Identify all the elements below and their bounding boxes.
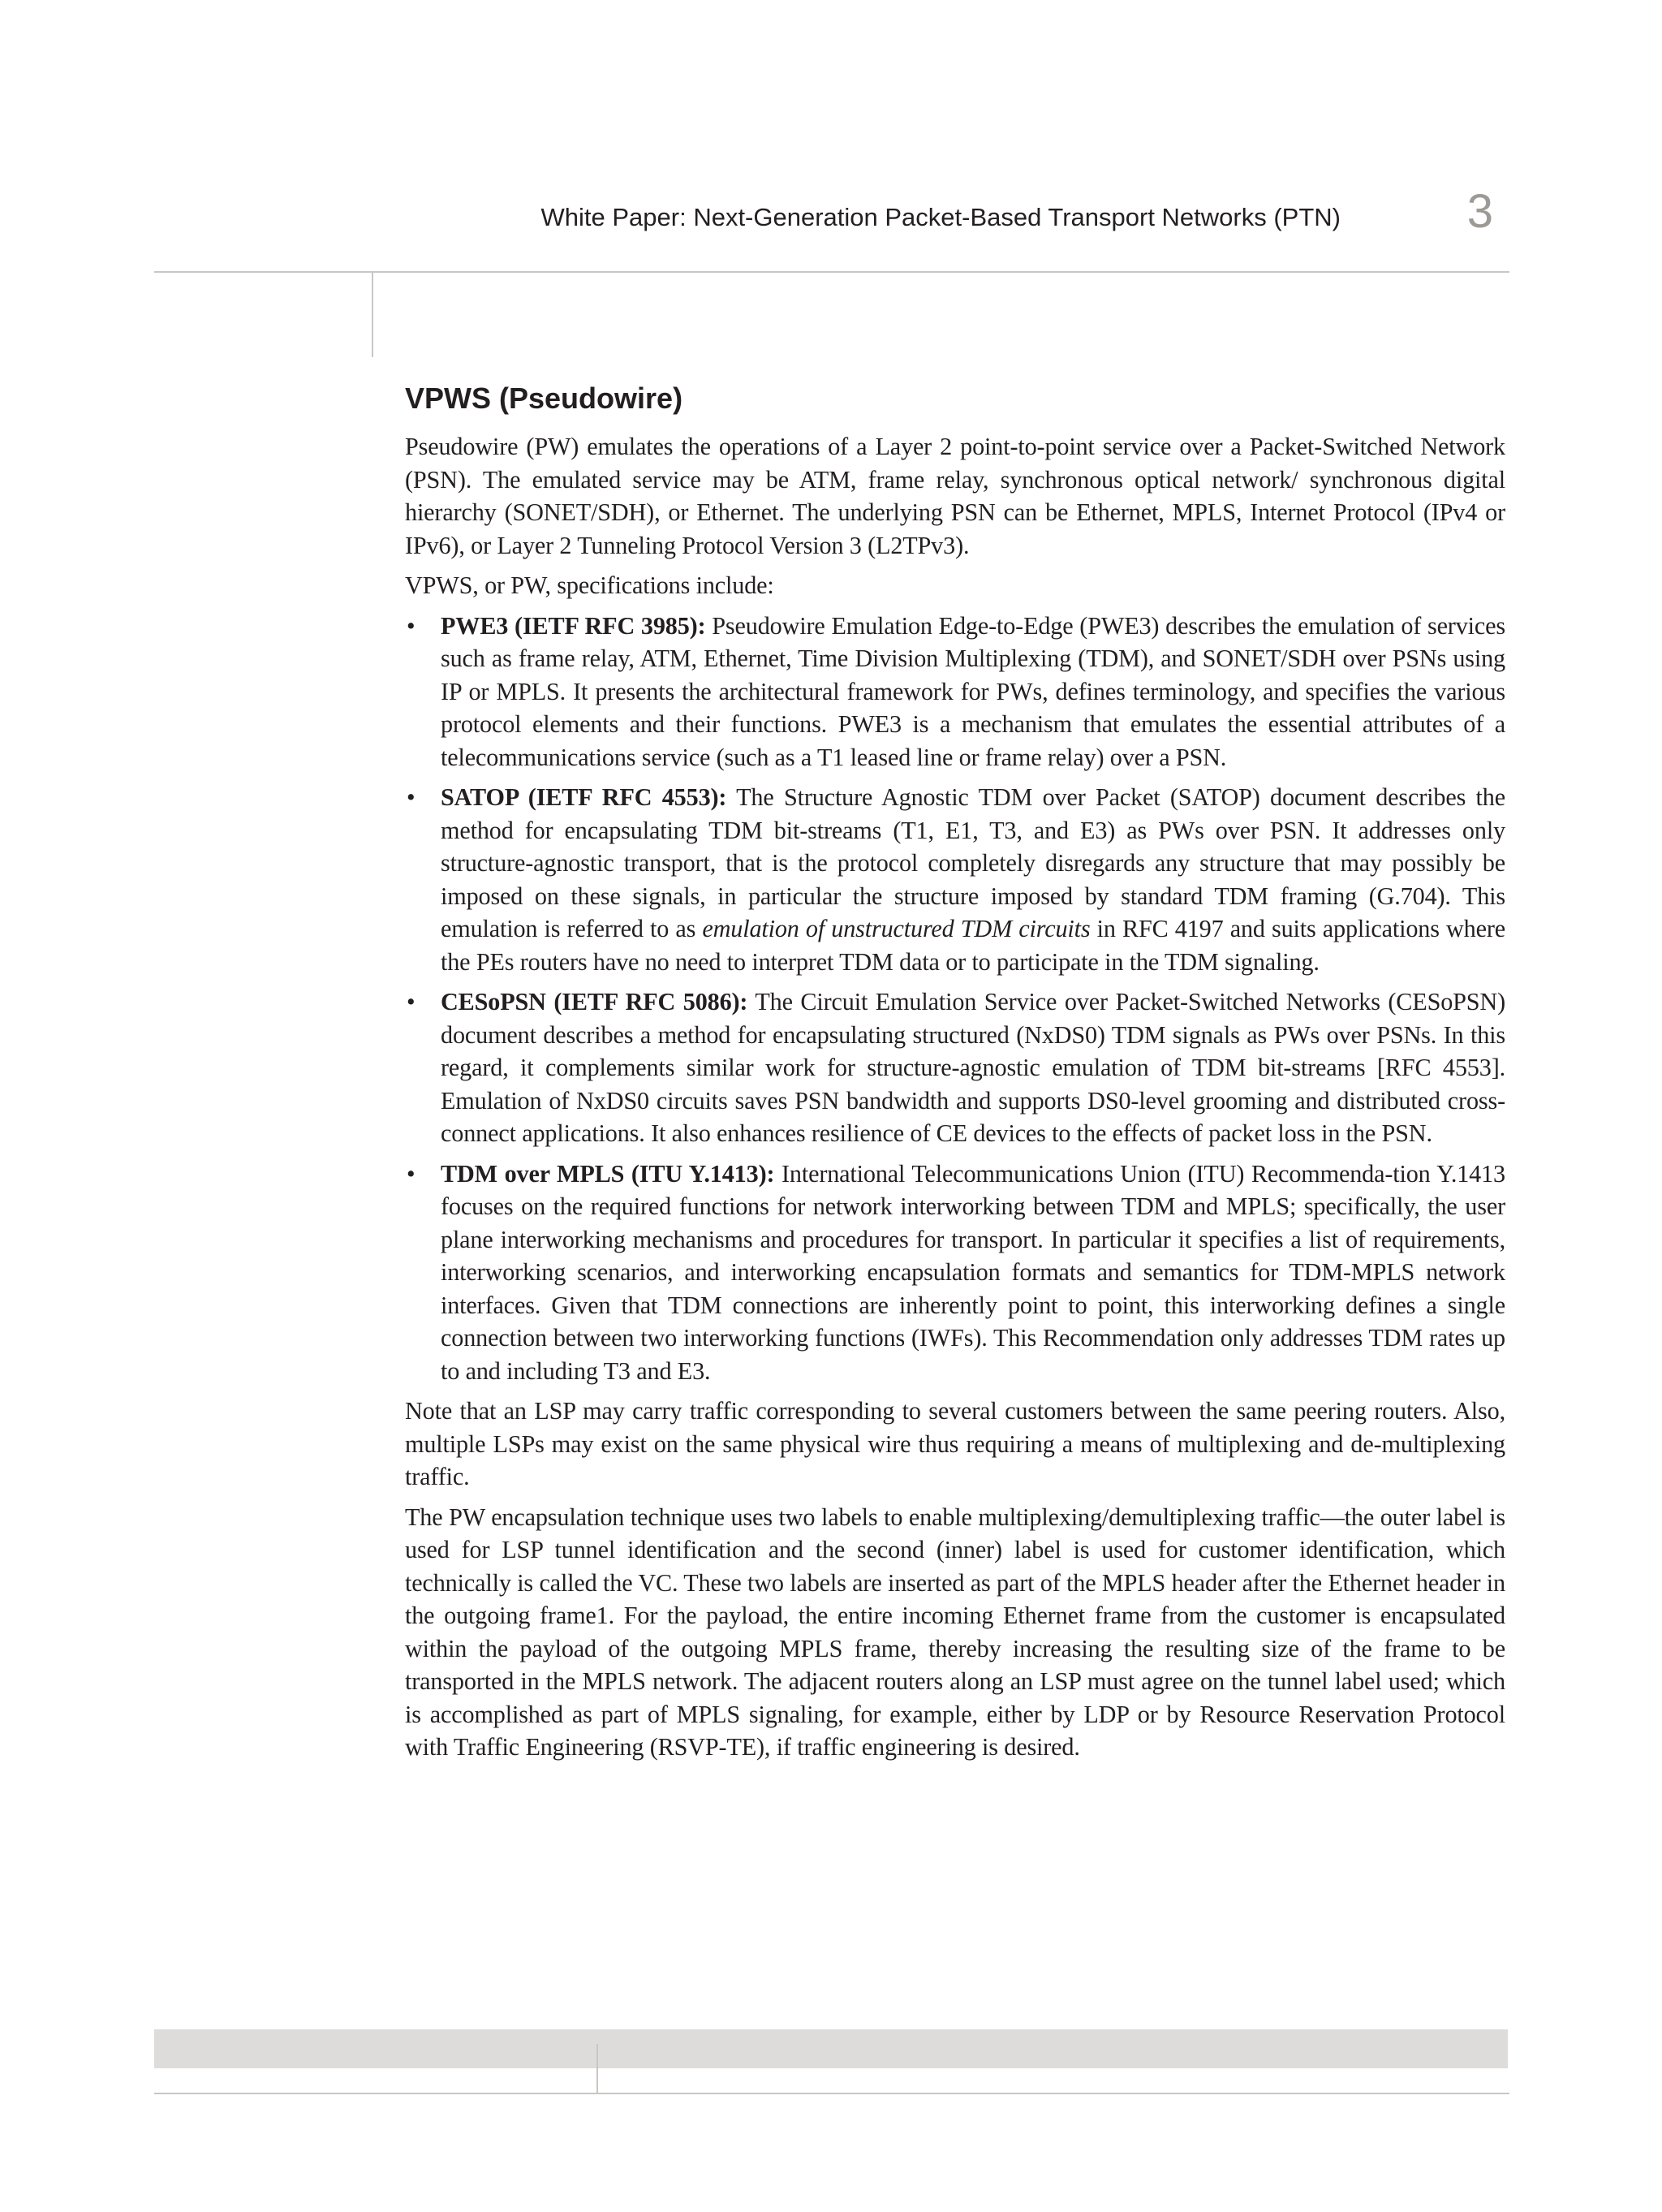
spec-term: PWE3 (IETF RFC 3985): bbox=[441, 611, 706, 640]
spec-term: CESoPSN (IETF RFC 5086): bbox=[441, 988, 748, 1015]
spec-term: SATOP (IETF RFC 4553): bbox=[441, 783, 727, 811]
spec-list bbox=[405, 610, 1505, 1388]
main-content bbox=[405, 382, 1505, 1771]
bullet-icon: • bbox=[407, 1159, 416, 1188]
footer-divider bbox=[154, 2093, 1509, 2094]
spec-term: TDM over MPLS (ITU Y.1413): bbox=[441, 1159, 775, 1188]
spec-text: Pseudowire Emulation Edge-to-Edge (PWE3) describes the emulation of services such as frame relay, ATM, Ethernet, Time Division Multiplexing (TDM), and SONET/SDH over PSNs using IP or MPLS. It presents the architectural framework for PWs, defines terminology, and specifies the various protocol elements and their functions. PWE3 is a mechanism that emulates the essential attributes of a telecommunications service (such as a T1 leased line or frame relay) over a PSN. bbox=[441, 611, 1505, 771]
bullet-icon: • bbox=[407, 611, 416, 640]
list-item bbox=[405, 610, 1505, 774]
spec-text: International Telecommunications Union (ITU) Recommenda-tion Y.1413 focuses on the required functions for network interworking between TDM and MPLS; specifically, the user plane interworking mechanisms and procedures for transport. In particular it specifies a list of requirements, interworking scenarios, and interworking encapsulation formats and semantics for TDM-MPLS network interfaces. Given that TDM connections are inherently point to point, this interworking defines a single connection between two interworking functions (IWFs). This Recommendation only addresses TDM rates up to and including T3 and E3. bbox=[441, 1159, 1506, 1385]
footer-vertical-divider bbox=[596, 2044, 598, 2094]
list-item bbox=[405, 1158, 1505, 1388]
spec-text: The Structure Agnostic TDM over Packet (SATOP) document describes the method for encapsulating TDM bit-streams (T1, E1, T3, and E3) as PWs over PSN. It addresses only structure-agnostic transport, that is the protocol completely disregards any structure that may possibly be imposed on these signals, in particular the structure imposed by standard TDM framing (G.704). This emulation is referred to as bbox=[441, 783, 1505, 942]
note-paragraph: Note that an LSP may carry traffic corresponding to several customers between the same peering routers. Also, multiple LSPs may exist on the same physical wire thus requiring a means of multiplexing and de-multiplexing traffic. bbox=[405, 1397, 1505, 1490]
bullet-icon: • bbox=[407, 988, 416, 1015]
encapsulation-paragraph: The PW encapsulation technique uses two labels to enable multiplexing/demultiplexing traffic—the outer label is used for LSP tunnel identification and the second (inner) label is used for customer identification, which technically is called the VC. These two labels are inserted as part of the MPLS header after the Ethernet header in the outgoing frame1. For the payload, the entire incoming Ethernet frame from the customer is encapsulated within the payload of the outgoing MPLS frame, thereby increasing the resulting size of the frame to be transported in the MPLS network. The adjacent routers along an LSP must agree on the tunnel label used; which is accomplished as part of MPLS signaling, for example, either by LDP or by Resource Reservation Protocol with Traffic Engineering (RSVP-TE), if traffic engineering is desired. bbox=[405, 1503, 1505, 1761]
bullet-icon: • bbox=[407, 783, 416, 811]
list-item bbox=[405, 985, 1505, 1150]
spec-emphasis: emulation of unstructured TDM circuits bbox=[702, 915, 1091, 942]
spec-text-after: in RFC 4197 and suits applications where the PEs routers have no need to interpret TDM data or to participate in the TDM signaling. bbox=[441, 915, 1505, 976]
header-divider bbox=[154, 271, 1509, 273]
header-title: White Paper: Next-Generation Packet-Based Transport Networks (PTN) bbox=[540, 203, 1341, 231]
footer-bar bbox=[154, 2029, 1508, 2068]
page-header bbox=[0, 0, 1662, 276]
header-vertical-divider bbox=[372, 273, 373, 357]
list-item bbox=[405, 781, 1505, 978]
intro-paragraph: Pseudowire (PW) emulates the operations of a Layer 2 point-to-point service over a Packet-Switched Network (PSN). The emulated service may be ATM, frame relay, synchronous optical network/ synchronous digital hierarchy (SONET/SDH), or Ethernet. The underlying PSN can be Ethernet, MPLS, Internet Protocol (IPv4 or IPv6), or Layer 2 Tunneling Protocol Version 3 (L2TPv3). bbox=[405, 433, 1505, 559]
page-number: 3 bbox=[1466, 185, 1493, 238]
section-title: VPWS (Pseudowire) bbox=[405, 382, 683, 415]
list-intro-paragraph: VPWS, or PW, specifications include: bbox=[405, 571, 774, 599]
spec-text: The Circuit Emulation Service over Packet-Switched Networks (CESoPSN) document describes a method for encapsulating structured (NxDS0) TDM signals as PWs over PSNs. In this regard, it complements similar work for structure-agnostic emulation of TDM bit-streams [RFC 4553]. Emulation of NxDS0 circuits saves PSN bandwidth and supports DS0-level grooming and distributed cross-connect applications. It also enhances resilience of CE devices to the effects of packet loss in the PSN. bbox=[441, 988, 1505, 1147]
